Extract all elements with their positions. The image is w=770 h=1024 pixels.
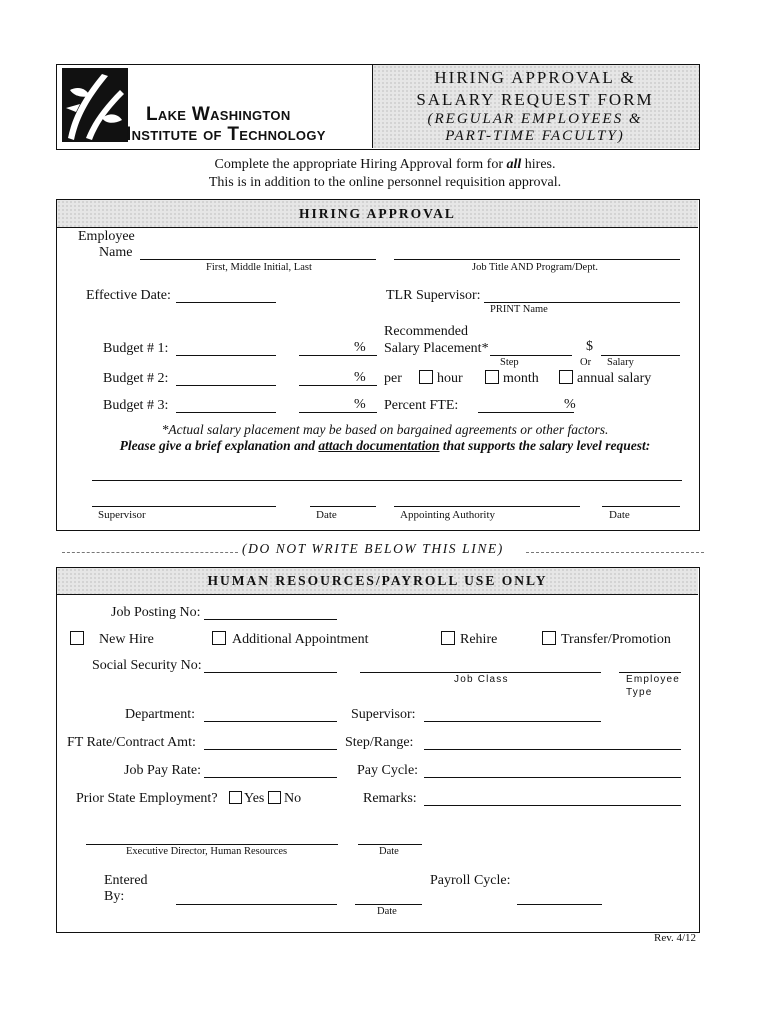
transfer-promotion-checkbox[interactable] [542,631,556,645]
per-label: per [384,371,402,386]
job-pay-rate-label: Job Pay Rate: [124,763,201,778]
tlr-supervisor-label: TLR Supervisor: [386,288,481,303]
ssn-label: Social Security No: [92,658,202,673]
step-range-label: Step/Range: [345,735,414,750]
salary-placement-label: Salary Placement* [384,341,489,356]
job-class-field[interactable] [360,672,601,673]
remarks-field[interactable] [424,805,681,806]
month-label: month [503,371,539,386]
remarks-label: Remarks: [363,791,417,806]
form-title-line4: PART-TIME FACULTY) [445,128,625,144]
name-caption: First, Middle Initial, Last [206,262,312,273]
hr-supervisor-label: Supervisor: [351,707,416,722]
intro-line2: This is in addition to the online personnel requisition approval. [208,175,562,190]
employee-type-caption-2: Type [626,687,653,698]
recommended-label: Recommended [384,324,468,339]
department-label: Department: [125,707,195,722]
budget1-percent-sign: % [354,340,366,355]
rehire-checkbox[interactable] [441,631,455,645]
additional-appointment-label: Additional Appointment [232,632,369,647]
revision-text: Rev. 4/12 [654,932,697,944]
salary-caption: Salary [607,357,634,368]
tlr-supervisor-field[interactable] [484,302,680,303]
entered-date-caption: Date [377,906,397,917]
supervisor-date-caption: Date [316,509,337,521]
appointing-date-caption: Date [609,509,630,521]
appointing-signature-field[interactable] [394,506,580,507]
prior-state-no-label: No [284,791,302,806]
annual-salary-label: annual salary [577,371,652,386]
hour-label: hour [437,371,463,386]
job-class-caption: Job Class [454,674,509,685]
entered-by-label: By: [104,889,125,904]
fte-percent-sign: % [564,397,576,412]
percent-fte-label: Percent FTE: [384,398,459,413]
job-posting-label: Job Posting No: [111,605,201,620]
supervisor-caption: Supervisor [98,509,146,521]
hr-supervisor-field[interactable] [424,721,601,722]
logo-mark-icon [62,68,128,142]
rehire-label: Rehire [460,632,498,647]
month-checkbox[interactable] [485,370,499,384]
ssn-field[interactable] [204,672,337,673]
prior-state-no-checkbox[interactable] [268,791,281,804]
employee-name-field[interactable] [140,259,376,260]
hiring-section-box [56,199,700,531]
appointing-caption: Appointing Authority [400,509,496,521]
name-label: Name [99,245,133,260]
supervisor-date-field[interactable] [310,506,376,507]
supervisor-signature-field[interactable] [92,506,276,507]
entered-label: Entered [104,873,148,888]
divider-dashes-right [526,552,704,553]
additional-appointment-checkbox[interactable] [212,631,226,645]
attach-documentation-text: attach documentation [318,438,440,453]
new-hire-checkbox[interactable] [70,631,84,645]
step-field[interactable] [490,355,572,356]
print-name-caption: PRINT Name [490,304,548,315]
entered-by-field[interactable] [176,904,337,905]
job-pay-rate-field[interactable] [204,777,337,778]
payroll-cycle-field[interactable] [517,904,602,905]
prior-state-yes-checkbox[interactable] [229,791,242,804]
percent-fte-field[interactable] [478,412,574,413]
logo-text-line1: Lake Washington [146,104,291,125]
appointing-date-field[interactable] [602,506,680,507]
form-title-line3: (REGULAR EMPLOYEES & [427,111,643,127]
explanation-prompt: Please give a brief explanation and attach documentation that supports the salary level request: [119,438,651,453]
exec-director-date-field[interactable] [358,844,422,845]
prior-state-label: Prior State Employment? [76,791,218,806]
new-hire-label: New Hire [99,632,154,647]
budget1-label: Budget # 1: [103,341,169,356]
entered-date-field[interactable] [355,904,422,905]
exec-director-signature-field[interactable] [86,844,338,845]
dollar-sign: $ [586,339,593,354]
ft-rate-field[interactable] [204,749,337,750]
institute-logo [62,68,352,144]
effective-date-label: Effective Date: [86,288,171,303]
job-caption: Job Title AND Program/Dept. [472,262,599,273]
prior-state-yes-label: Yes [244,791,265,806]
exec-director-caption: Executive Director, Human Resources [126,846,288,857]
budget2-field[interactable] [176,385,276,386]
budget3-field[interactable] [176,412,276,413]
employee-type-field[interactable] [619,672,681,673]
transfer-promotion-label: Transfer/Promotion [561,632,671,647]
budget2-percent-sign: % [354,370,366,385]
intro-emphasis: all [506,157,522,172]
hiring-heading: HIRING APPROVAL [299,206,456,221]
annual-salary-checkbox[interactable] [559,370,573,384]
job-title-field[interactable] [394,259,680,260]
exec-director-date-caption: Date [379,846,399,857]
pay-cycle-label: Pay Cycle: [357,763,419,778]
salary-note: *Actual salary placement may be based on bargained agreements or other factors. [161,422,609,437]
step-range-field[interactable] [424,749,681,750]
form-title-line1: HIRING APPROVAL & [434,68,636,87]
explanation-field[interactable] [92,480,682,481]
step-caption: Step [500,357,519,368]
divider-dashes-left [62,552,238,553]
do-not-write-text: (DO NOT WRITE BELOW THIS LINE) [242,541,504,556]
effective-date-field[interactable] [176,302,276,303]
budget2-label: Budget # 2: [103,371,169,386]
job-posting-field[interactable] [204,619,337,620]
intro-line1: Complete the appropriate Hiring Approval form for all hires. [214,157,556,172]
budget3-label: Budget # 3: [103,398,169,413]
employee-type-caption-1: Employee [626,674,681,685]
hr-heading: HUMAN RESOURCES/PAYROLL USE ONLY [207,573,548,588]
pay-cycle-field[interactable] [424,777,681,778]
logo-text-line2: Institute of Technology [126,124,326,145]
employee-label: Employee [78,229,135,244]
payroll-cycle-label: Payroll Cycle: [430,873,511,888]
form-title-line2: SALARY REQUEST FORM [416,90,654,109]
ft-rate-label: FT Rate/Contract Amt: [67,735,196,750]
salary-field[interactable] [601,355,680,356]
hour-checkbox[interactable] [419,370,433,384]
budget3-percent-sign: % [354,397,366,412]
budget1-field[interactable] [176,355,276,356]
or-caption: Or [580,357,592,368]
department-field[interactable] [204,721,337,722]
